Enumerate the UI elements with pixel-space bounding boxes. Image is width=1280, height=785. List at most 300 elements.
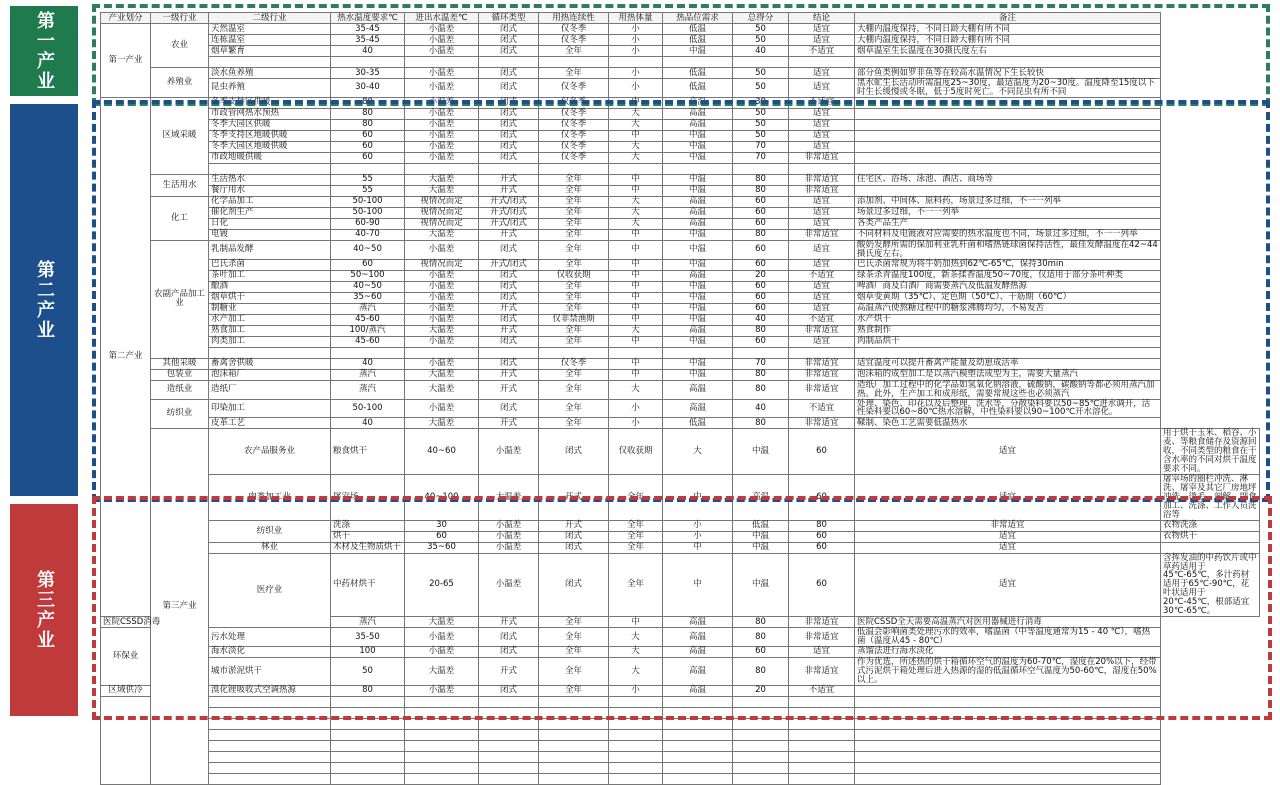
cell-temp: 20-65 — [405, 553, 479, 616]
cell-temp: 100 — [331, 646, 405, 657]
cell-diff: 大温差 — [405, 369, 479, 380]
cell-grade: 低温 — [663, 68, 733, 79]
cell-level2: 乳制品发酵 — [209, 240, 331, 259]
cell-note: 衣物烘干 — [1161, 531, 1260, 542]
cell-conclusion: 非常适宜 — [789, 617, 855, 628]
cell-diff: 小温差 — [405, 108, 479, 119]
cell-note: 熟食制作 — [855, 325, 1161, 336]
band-label: 第三产业 — [34, 570, 55, 650]
header-level2: 二级行业 — [209, 13, 331, 24]
cell-cycle — [479, 696, 539, 707]
cell-conclusion — [789, 696, 855, 707]
cell-score: 80 — [733, 174, 789, 185]
cell-cycle: 闭式 — [479, 152, 539, 163]
header-volume: 用热体量 — [609, 13, 663, 24]
cell-continuity: 全年 — [609, 553, 663, 616]
cell-continuity — [539, 751, 609, 762]
cell-grade — [663, 707, 733, 718]
cell-diff: 小温差 — [405, 281, 479, 292]
cell-grade: 高温 — [663, 685, 733, 696]
cell-cycle: 闭式 — [479, 108, 539, 119]
cell-cycle — [479, 729, 539, 740]
cell-volume: 中 — [609, 369, 663, 380]
table-row — [101, 196, 1260, 207]
table-row — [101, 35, 1260, 46]
cell-level1: 其他采暖 — [151, 358, 209, 369]
table-row — [101, 369, 1260, 380]
cell-volume: 大 — [609, 108, 663, 119]
cell-score: 70 — [733, 358, 789, 369]
cell-continuity: 全年 — [539, 369, 609, 380]
cell-diff: 小温差 — [405, 303, 479, 314]
cell-note: 泡沫箱的成型加工是以蒸汽模塑法成型为主，需要大量蒸汽 — [855, 369, 1161, 380]
cell-volume: 小 — [609, 79, 663, 98]
cell-volume: 小 — [609, 35, 663, 46]
cell-conclusion: 适宜 — [789, 218, 855, 229]
cell-temp: 60 — [331, 152, 405, 163]
cell-diff: 小温差 — [405, 270, 479, 281]
cell-temp: 80 — [331, 97, 405, 108]
cell-level2: 溴化锂吸收式空调热源 — [209, 685, 331, 696]
cell-note: 黑水虻生长活动所需温度25~30度，最适温度为20~30度。温度降至15度以下时生长缓慢或冬眠，低于5度时死亡。不同昆虫有所不同 — [855, 79, 1161, 98]
cell-volume: 中 — [609, 185, 663, 196]
cell-continuity: 仅冬季 — [539, 152, 609, 163]
cell-grade — [663, 729, 733, 740]
cell-diff: 大温差 — [405, 657, 479, 685]
cell-temp: 60-90 — [331, 218, 405, 229]
cell-continuity: 全年 — [539, 174, 609, 185]
cell-level2: 电镀 — [209, 229, 331, 240]
cell-note: 蒸馏法进行海水淡化 — [855, 646, 1161, 657]
cell-diff — [405, 751, 479, 762]
table-row — [101, 240, 1260, 259]
cell-conclusion: 非常适宜 — [789, 358, 855, 369]
cell-continuity: 全年 — [539, 259, 609, 270]
cell-conclusion: 适宜 — [789, 303, 855, 314]
cell-cycle: 闭式 — [479, 79, 539, 98]
cell-score: 80 — [733, 657, 789, 685]
cell-cycle: 开式/闭式 — [479, 218, 539, 229]
cell-volume — [609, 696, 663, 707]
cell-grade: 高温 — [663, 399, 733, 418]
cell-note — [855, 185, 1161, 196]
cell-note — [855, 762, 1161, 773]
cell-diff — [405, 163, 479, 174]
cell-volume: 大 — [609, 207, 663, 218]
cell-temp: 35-45 — [331, 35, 405, 46]
cell-volume: 小 — [609, 46, 663, 57]
cell-score: 80 — [733, 185, 789, 196]
cell-note — [855, 773, 1161, 784]
cell-level2: 冬季支持区供暖 — [209, 97, 331, 108]
cell-temp: 45-60 — [331, 314, 405, 325]
cell-grade — [663, 762, 733, 773]
cell-grade — [663, 718, 733, 729]
cell-conclusion: 不适宜 — [789, 314, 855, 325]
cell-volume: 大 — [609, 218, 663, 229]
cell-grade: 中温 — [733, 531, 789, 542]
cell-continuity: 仅冬季 — [539, 97, 609, 108]
table-row — [101, 97, 1260, 108]
cell-conclusion: 适宜 — [789, 79, 855, 98]
cell-grade: 中温 — [663, 130, 733, 141]
cell-volume: 中 — [609, 240, 663, 259]
cell-level2: 市政管网热水预热 — [209, 108, 331, 119]
cell-level2: 污水处理 — [209, 628, 331, 647]
cell-grade — [663, 347, 733, 358]
cell-temp: 30-35 — [331, 68, 405, 79]
cell-note: 烟草温室生长温度在30摄氏度左右 — [855, 46, 1161, 57]
cell-continuity: 全年 — [539, 196, 609, 207]
cell-grade: 中温 — [663, 240, 733, 259]
cell-cycle — [479, 751, 539, 762]
cell-level1: 包装业 — [151, 369, 209, 380]
cell-temp — [331, 718, 405, 729]
cell-level1: 区域供冷 — [101, 685, 151, 696]
cell-grade — [663, 751, 733, 762]
cell-level2: 酿酒 — [209, 281, 331, 292]
cell-continuity — [539, 762, 609, 773]
band-tertiary-industry — [10, 504, 78, 716]
industry-heat-table — [100, 12, 1260, 785]
cell-level2 — [209, 57, 331, 68]
cell-temp — [331, 751, 405, 762]
cell-volume: 小 — [609, 418, 663, 429]
cell-note: 用于烘干玉米、稻谷、小麦、等粮食储存及资源回收，不同类型的粮食在干含水率的不同对烘干温度要求不同。 — [1161, 429, 1260, 475]
cell-conclusion: 非常适宜 — [789, 325, 855, 336]
cell-note: 作为优选，所述热的烘干箱循环空气的温度为60-70℃，湿度在20%以下，经带式污泥烘干箱处理后进入热源的湿的低温循环空气温度为50-60℃，湿度在50%以上。 — [855, 657, 1161, 685]
cell-cycle: 闭式 — [479, 24, 539, 35]
cell-level2 — [209, 762, 331, 773]
cell-volume: 中 — [609, 97, 663, 108]
cell-conclusion: 非常适宜 — [789, 380, 855, 399]
cell-score — [733, 718, 789, 729]
table-row — [101, 729, 1260, 740]
cell-volume — [609, 773, 663, 784]
cell-note: 烟草变黄期（35℃）、定色期（50℃）、干筋期（60℃） — [855, 292, 1161, 303]
cell-cycle: 闭式 — [479, 270, 539, 281]
header-diff: 进出水温差℃ — [405, 13, 479, 24]
cell-level2: 木材及生物质烘干 — [331, 542, 405, 553]
cell-diff: 视情况而定 — [405, 196, 479, 207]
cell-cycle: 开式 — [479, 174, 539, 185]
cell-cycle: 开式 — [479, 617, 539, 628]
cell-conclusion: 适宜 — [789, 281, 855, 292]
cell-cycle: 开式/闭式 — [479, 207, 539, 218]
cell-diff: 视情况而定 — [405, 259, 479, 270]
cell-note: 医院CSSD全天需要高温蒸汽对医用器械进行消毒 — [855, 617, 1161, 628]
cell-level1 — [101, 696, 151, 784]
cell-grade: 低温 — [663, 24, 733, 35]
cell-grade: 高温 — [663, 207, 733, 218]
cell-level1: 区域采暖 — [151, 97, 209, 174]
cell-temp: 50~100 — [331, 270, 405, 281]
cell-cycle: 闭式 — [479, 281, 539, 292]
cell-grade: 中温 — [733, 542, 789, 553]
cell-continuity: 全年 — [539, 229, 609, 240]
cell-note: 大棚内温度保持，不同日龄大棚有所不同 — [855, 35, 1161, 46]
cell-level1: 医疗业 — [209, 553, 331, 627]
cell-note: 大棚内温度保持，不同日龄大棚有所不同 — [855, 24, 1161, 35]
cell-temp: 35-45 — [331, 24, 405, 35]
cell-score: 60 — [789, 553, 855, 616]
cell-cycle: 开式/闭式 — [479, 259, 539, 270]
cell-grade: 中温 — [663, 358, 733, 369]
cell-level1: 生活用水 — [151, 174, 209, 196]
cell-volume: 中 — [609, 270, 663, 281]
cell-diff: 小温差 — [405, 79, 479, 98]
header-note: 备注 — [855, 13, 1161, 24]
cell-level2: 茶叶加工 — [209, 270, 331, 281]
table-row — [101, 108, 1260, 119]
cell-diff: 小温差 — [479, 531, 539, 542]
cell-note: 处理、染色、印花以及后整理，洗水等，分散染料要以50~85℃进水调开，活性染料要以60~80℃热水溶解，中性染料要以90~100℃开水溶化。 — [855, 399, 1161, 418]
cell-conclusion: 非常适宜 — [789, 229, 855, 240]
cell-temp: 50 — [331, 657, 405, 685]
cell-score — [733, 696, 789, 707]
cell-continuity — [539, 740, 609, 751]
cell-continuity: 全年 — [539, 303, 609, 314]
cell-conclusion: 适宜 — [789, 68, 855, 79]
cell-score: 80 — [733, 229, 789, 240]
cell-temp: 40~60 — [405, 429, 479, 475]
cell-volume: 中 — [609, 292, 663, 303]
cell-level2: 肉类加工 — [209, 336, 331, 347]
cell-diff: 小温差 — [405, 97, 479, 108]
cell-continuity: 仅冬季 — [539, 24, 609, 35]
cell-note: 巴氏杀菌常规为将牛奶加热到62℃-65℃，保持30min — [855, 259, 1161, 270]
cell-diff: 小温差 — [405, 628, 479, 647]
cell-level2: 烘干 — [331, 531, 405, 542]
cell-conclusion: 适宜 — [855, 474, 1161, 520]
cell-cycle: 闭式 — [479, 292, 539, 303]
cell-score: 60 — [733, 240, 789, 259]
cell-grade: 中温 — [733, 429, 789, 475]
cell-cycle: 开式 — [479, 229, 539, 240]
cell-score: 50 — [733, 119, 789, 130]
cell-cycle: 闭式 — [479, 358, 539, 369]
cell-conclusion: 适宜 — [789, 108, 855, 119]
cell-conclusion: 适宜 — [789, 259, 855, 270]
cell-volume: 大 — [609, 657, 663, 685]
cell-volume: 中 — [609, 358, 663, 369]
cell-conclusion — [789, 347, 855, 358]
cell-level2: 海水淡化 — [209, 646, 331, 657]
cell-score: 80 — [733, 325, 789, 336]
cell-grade: 中温 — [663, 229, 733, 240]
cell-score: 60 — [789, 429, 855, 475]
cell-grade: 中温 — [663, 259, 733, 270]
cell-score: 60 — [733, 259, 789, 270]
cell-grade: 低温 — [663, 418, 733, 429]
cell-volume: 中 — [609, 174, 663, 185]
cell-note — [1161, 542, 1260, 553]
cell-continuity: 仅冬季 — [539, 35, 609, 46]
cell-volume: 大 — [609, 119, 663, 130]
cell-level2: 催化剂生产 — [209, 207, 331, 218]
cell-score: 60 — [733, 207, 789, 218]
cell-conclusion — [789, 163, 855, 174]
cell-temp: 60 — [405, 531, 479, 542]
cell-cycle: 闭式 — [479, 68, 539, 79]
table-row — [101, 24, 1260, 35]
cell-score: 70 — [733, 141, 789, 152]
cell-note: 绿茶杀青温度100度，新茶揉香温度50~70度，仅适用于部分茶叶种类 — [855, 270, 1161, 281]
cell-temp: 100/蒸汽 — [331, 325, 405, 336]
cell-note: 造纸厂加工过程中的化学品如氢氧化钠溶液，硫酸钠，碳酸钠等都必须用蒸汽加热。此外，生产加工和成形纸，需要常规这些也必须蒸汽 — [855, 380, 1161, 399]
cell-score — [733, 740, 789, 751]
cell-volume: 中 — [609, 259, 663, 270]
cell-score: 60 — [733, 196, 789, 207]
table-row — [101, 520, 1260, 531]
cell-level2: 医院CSSD消毒 — [101, 617, 151, 628]
cell-note: 衣物洗涤 — [1161, 520, 1260, 531]
cell-continuity: 全年 — [539, 399, 609, 418]
cell-level2 — [209, 773, 331, 784]
cell-conclusion: 非常适宜 — [789, 628, 855, 647]
cell-cycle: 开式 — [479, 325, 539, 336]
cell-level2: 市政地暖供暖 — [209, 152, 331, 163]
cell-score: 60 — [789, 474, 855, 520]
table-row — [101, 553, 1260, 616]
cell-volume — [609, 762, 663, 773]
cell-diff: 大温差 — [405, 380, 479, 399]
cell-score: 50 — [733, 68, 789, 79]
cell-level2: 巴氏杀菌 — [209, 259, 331, 270]
cell-score: 40 — [733, 314, 789, 325]
cell-volume: 中 — [663, 474, 733, 520]
cell-grade: 中温 — [663, 152, 733, 163]
cell-score: 60 — [733, 218, 789, 229]
cell-temp: 45-60 — [331, 336, 405, 347]
cell-diff: 小温差 — [405, 119, 479, 130]
cell-conclusion: 不适宜 — [789, 399, 855, 418]
cell-continuity: 仅冬季 — [539, 358, 609, 369]
cell-diff: 小温差 — [405, 46, 479, 57]
cell-volume — [609, 57, 663, 68]
table-row — [101, 542, 1260, 553]
cell-continuity: 全年 — [539, 657, 609, 685]
cell-grade: 高温 — [663, 218, 733, 229]
cell-grade: 中温 — [663, 185, 733, 196]
cell-continuity: 仅冬季 — [539, 119, 609, 130]
table-row — [101, 303, 1260, 314]
cell-note — [855, 141, 1161, 152]
table-row — [101, 185, 1260, 196]
cell-cycle: 闭式 — [479, 685, 539, 696]
table-row — [101, 292, 1260, 303]
cell-level2: 造纸厂 — [209, 380, 331, 399]
cell-score: 80 — [733, 628, 789, 647]
cell-note — [855, 740, 1161, 751]
table-row — [101, 57, 1260, 68]
cell-cycle: 开式 — [539, 520, 609, 531]
cell-volume: 中 — [609, 303, 663, 314]
cell-conclusion — [789, 718, 855, 729]
cell-grade: 中温 — [663, 281, 733, 292]
cell-volume: 大 — [609, 196, 663, 207]
cell-diff: 小温差 — [479, 429, 539, 475]
cell-conclusion — [789, 729, 855, 740]
cell-diff — [405, 762, 479, 773]
cell-cycle: 闭式 — [539, 531, 609, 542]
cell-temp — [331, 57, 405, 68]
cell-grade: 中温 — [663, 174, 733, 185]
cell-grade: 高温 — [663, 617, 733, 628]
cell-level1: 农业 — [151, 24, 209, 68]
cell-diff: 小温差 — [479, 553, 539, 616]
cell-cycle: 闭式 — [539, 553, 609, 616]
cell-diff: 大温差 — [479, 474, 539, 520]
cell-volume — [609, 718, 663, 729]
band-secondary-industry — [10, 104, 78, 496]
cell-diff: 小温差 — [479, 542, 539, 553]
cell-level2 — [209, 729, 331, 740]
cell-temp: 80 — [331, 108, 405, 119]
cell-note — [855, 119, 1161, 130]
cell-score: 60 — [733, 292, 789, 303]
cell-volume: 中 — [609, 281, 663, 292]
cell-conclusion: 适宜 — [789, 292, 855, 303]
cell-temp: 50-100 — [331, 399, 405, 418]
cell-level2: 餐厅用水 — [209, 185, 331, 196]
cell-grade — [663, 163, 733, 174]
cell-volume: 中 — [663, 553, 733, 616]
cell-score — [733, 773, 789, 784]
cell-level2: 皮革工艺 — [209, 418, 331, 429]
cell-volume: 大 — [609, 628, 663, 647]
cell-volume: 大 — [609, 141, 663, 152]
cell-score: 80 — [733, 369, 789, 380]
cell-level2: 昆虫养殖 — [209, 79, 331, 98]
cell-temp: 40 — [331, 46, 405, 57]
cell-score: 50 — [733, 35, 789, 46]
cell-temp: 60 — [331, 130, 405, 141]
cell-cycle — [479, 57, 539, 68]
cell-note: 部分鱼类例如罗非鱼等在较高水温情况下生长较快 — [855, 68, 1161, 79]
cell-continuity: 全年 — [539, 185, 609, 196]
cell-temp: 蒸汽 — [331, 617, 405, 628]
cell-temp: 40 — [331, 418, 405, 429]
cell-continuity: 仅非禁渔期 — [539, 314, 609, 325]
cell-diff: 小温差 — [405, 292, 479, 303]
table-body — [101, 24, 1260, 785]
cell-conclusion: 适宜 — [789, 207, 855, 218]
table-row — [101, 68, 1260, 79]
cell-temp — [331, 762, 405, 773]
cell-temp: 60 — [331, 141, 405, 152]
cell-temp: 55 — [331, 174, 405, 185]
cell-volume — [609, 751, 663, 762]
cell-conclusion — [789, 773, 855, 784]
cell-level1: 肉类加工业 — [209, 474, 331, 520]
cell-score — [733, 57, 789, 68]
header-level1: 一级行业 — [151, 13, 209, 24]
cell-conclusion: 不适宜 — [789, 97, 855, 108]
cell-grade: 中温 — [663, 369, 733, 380]
cell-note: 住宅区、浴场、泳池、酒店、商场等 — [855, 174, 1161, 185]
table-row — [101, 325, 1260, 336]
cell-diff: 小温差 — [405, 399, 479, 418]
cell-note — [855, 347, 1161, 358]
cell-diff: 小温差 — [405, 358, 479, 369]
cell-cycle — [479, 707, 539, 718]
cell-score: 80 — [789, 520, 855, 531]
cell-score: 60 — [733, 281, 789, 292]
cell-score: 60 — [733, 646, 789, 657]
table-row — [101, 336, 1260, 347]
cell-conclusion: 适宜 — [789, 119, 855, 130]
